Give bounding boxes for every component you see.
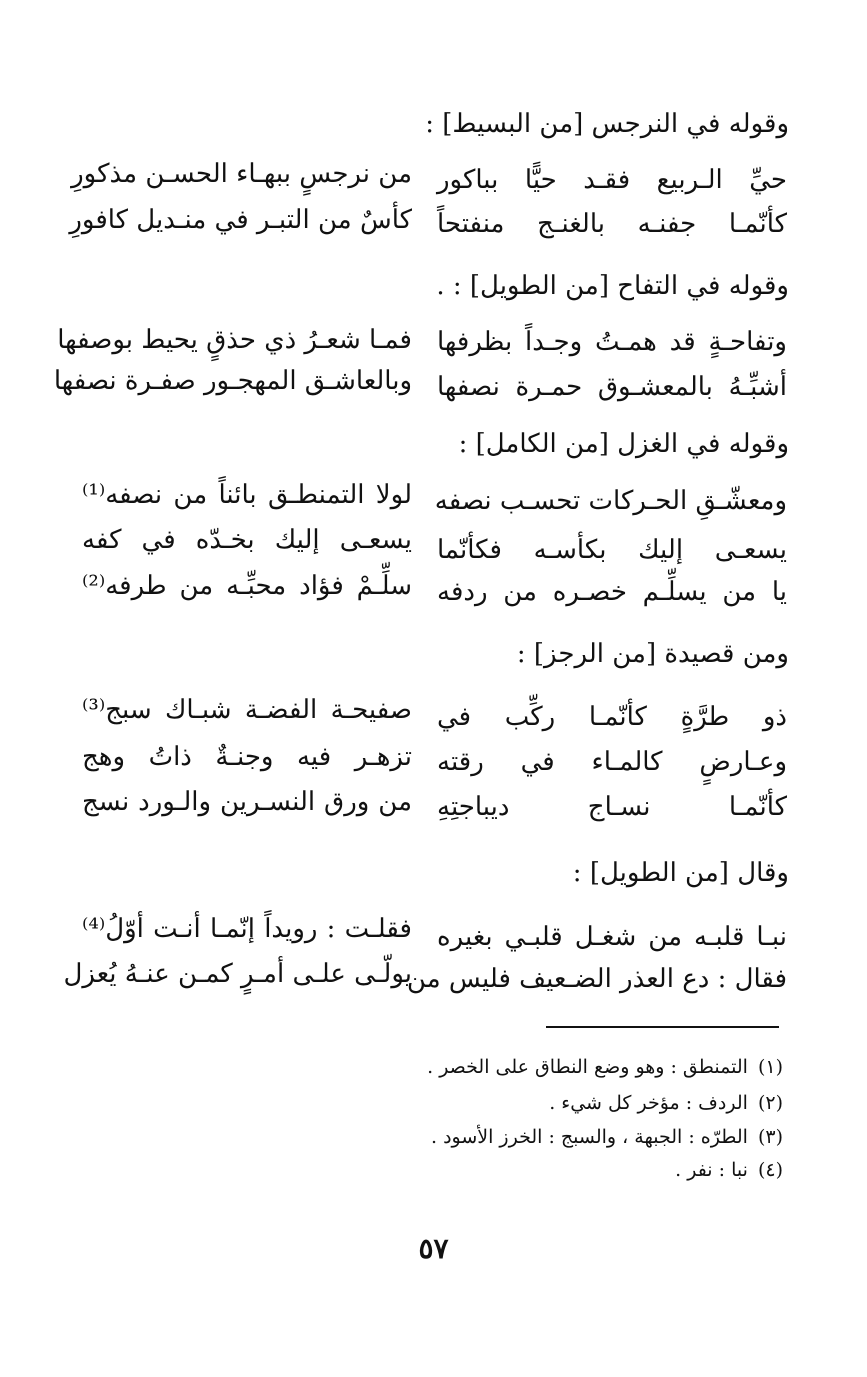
page-number: ٥٧ <box>418 1232 449 1265</box>
verse-sadr: نبـا قلبـه من شغـل قلبـي بغيره <box>437 922 787 952</box>
footnote-number: (٣) <box>757 1126 783 1148</box>
footnote-text: التمنطق : وهو وضع النطاق على الخصر . <box>427 1056 748 1078</box>
verse-ajuz: صفيحـة الفضـة شبـاك سبج⁽³⁾ <box>82 695 412 725</box>
footnote-divider <box>546 1026 779 1028</box>
verse-ajuz: فقلـت : رويداً إنّمـا أنـت أوّلُ⁽⁴⁾ <box>82 914 412 944</box>
footnote <box>83 1055 783 1079</box>
footnote-number: (٤) <box>757 1159 783 1181</box>
footnote-number: (١) <box>757 1056 783 1078</box>
section-heading: وقوله في النرجس [من البسيط] : <box>425 109 789 139</box>
verse-ajuz: تزهـر فيه وجنـةٌ ذاتُ وهج <box>82 742 412 772</box>
footnote-text: الردف : مؤخر كل شيء . <box>549 1092 748 1114</box>
verse-ajuz: وبالعاشـق المهجـور صفـرة نصفها <box>53 366 412 396</box>
verse-ajuz: فمـا شعـرُ ذي حذقٍ يحيط بوصفها <box>57 325 412 355</box>
section-heading: وقوله في التفاح [من الطويل] : . <box>436 271 789 301</box>
verse-sadr: ذو طرَّةٍ كأنّمـا ركِّب في <box>437 702 787 732</box>
verse-ajuz: من ورق النسـرين والـورد نسج <box>82 787 412 817</box>
verse-sadr: حيِّ الـربيع فقـد حيًّا بباكور <box>437 165 787 195</box>
footnote-number: (٢) <box>757 1092 783 1114</box>
verse-ajuz: سلِّـمْ فؤاد محبِّـه من طرفه⁽²⁾ <box>82 571 412 601</box>
verse-sadr: أشبِّـهُ بالمعشـوق حمـرة نصفها <box>437 372 787 402</box>
verse-ajuz: يولّـى علـى أمـرٍ كمـن عنـهُ يُعزل <box>63 959 412 989</box>
footnote <box>83 1125 783 1149</box>
verse-sadr: يا من يسلِّـم خصـره من ردفه <box>437 577 787 607</box>
verse-ajuz: من نرجسٍ ببهـاء الحسـن مذكورِ <box>71 159 412 189</box>
section-heading: وقوله في الغزل [من الكامل] : <box>458 429 789 459</box>
verse-sadr: وتفاحـةٍ قد همـتُ وجـداً بظرفها <box>437 327 787 357</box>
verse-ajuz: يسعـى إليك بخـدّه في كفه <box>82 525 412 555</box>
verse-sadr: وعـارضٍ كالمـاء في رقته <box>437 747 787 777</box>
footnote <box>83 1158 783 1182</box>
verse-sadr: كأنّمـا نسـاج ديباجتِهِ <box>437 792 787 822</box>
footnote-text: نبا : نفر . <box>675 1159 748 1181</box>
footnote-text: الطرّه : الجبهة ، والسبج : الخرز الأسود . <box>431 1126 748 1148</box>
verse-sadr: فقال : دع العذر الضـعيف فليس من <box>406 964 787 994</box>
verse-ajuz: كأسٌ من التبـر في منـديل كافورِ <box>69 205 412 235</box>
verse-ajuz: لولا التمنطـق بائناً من نصفه⁽¹⁾ <box>82 480 412 510</box>
section-heading: وقال [من الطويل] : <box>572 858 789 888</box>
section-heading: ومن قصيدة [من الرجز] : <box>516 639 789 669</box>
footnote <box>83 1091 783 1115</box>
verse-sadr: كأنّمـا جفنـه بالغنـج منفتحاً <box>437 209 787 239</box>
verse-sadr: يسعـى إليك بكأسـه فكأنّما <box>437 535 787 565</box>
verse-sadr: ومعشّـقِ الحـركات تحسـب نصفه <box>434 486 787 516</box>
